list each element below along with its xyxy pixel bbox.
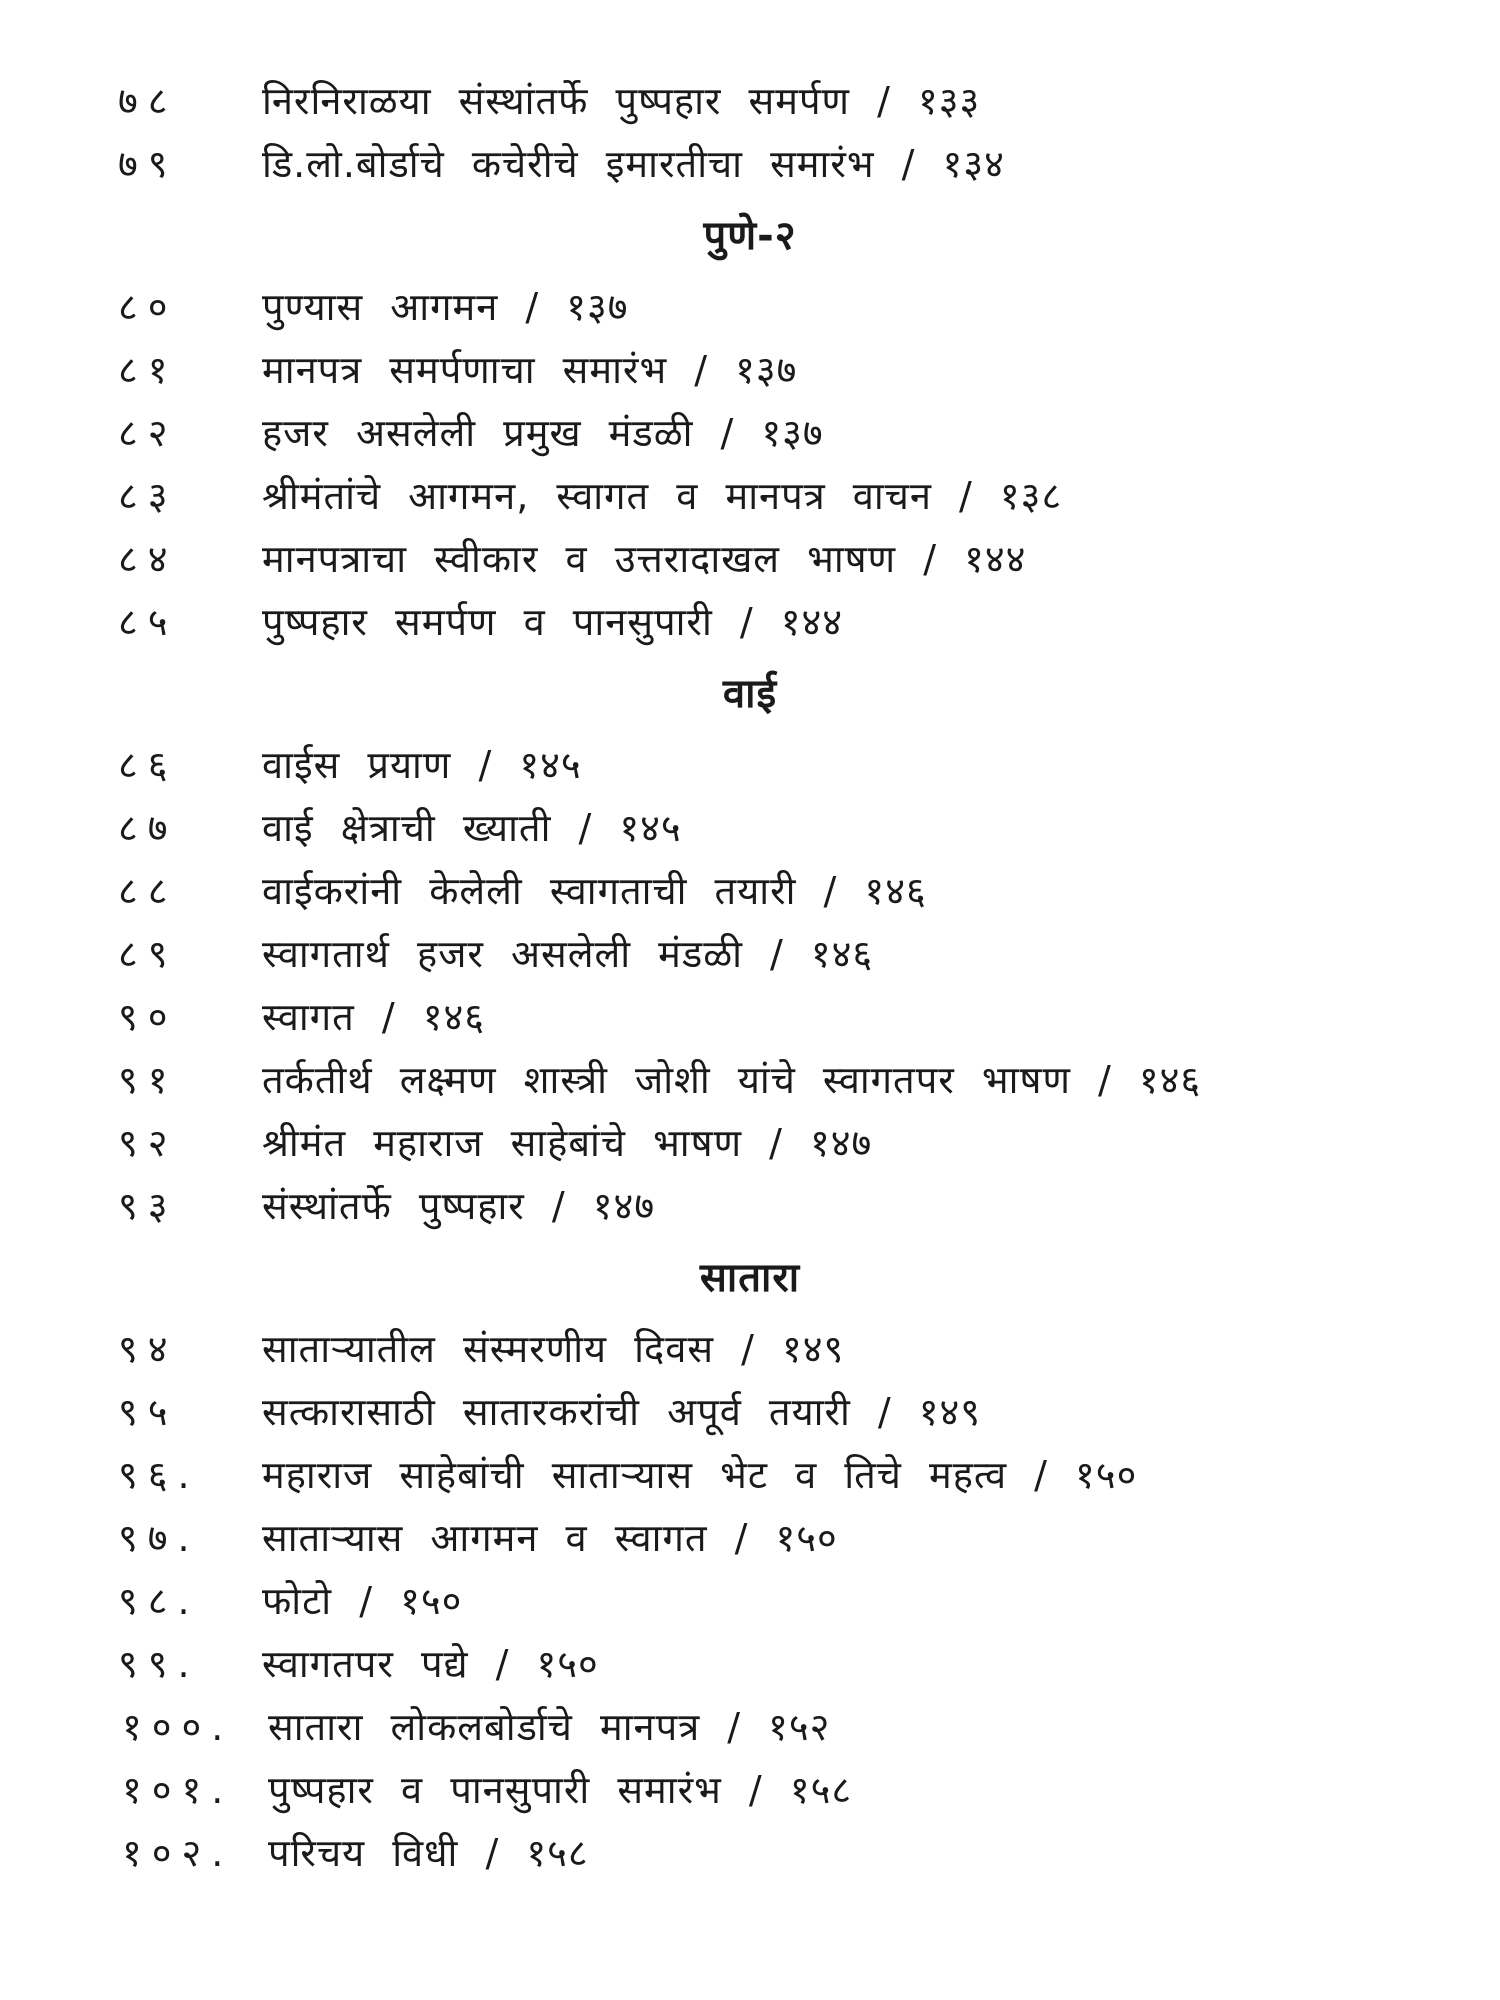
entry-title: सत्कारासाठी सातारकरांची अपूर्व तयारी / १४९ xyxy=(262,1390,982,1434)
toc-entry xyxy=(0,339,1500,402)
toc-entry xyxy=(0,1175,1500,1238)
toc-entry xyxy=(0,1696,1500,1759)
toc-entry xyxy=(0,1570,1500,1633)
table-of-contents xyxy=(0,70,1500,1885)
entry-number: ८६ xyxy=(118,743,178,787)
entry-number: ८९ xyxy=(118,932,178,976)
entry-number: ८३ xyxy=(118,474,178,518)
toc-entry xyxy=(0,734,1500,797)
toc-entry xyxy=(0,797,1500,860)
entry-number: ८४ xyxy=(118,537,178,581)
entry-number: ९६. xyxy=(118,1453,200,1497)
toc-entry xyxy=(0,1112,1500,1175)
toc-entry xyxy=(0,465,1500,528)
entry-title: सातारा लोकलबोर्डाचे मानपत्र / १५२ xyxy=(268,1705,831,1749)
entry-number: ८५ xyxy=(118,600,178,644)
entry-number: ९१ xyxy=(118,1058,178,1102)
entry-title: वाईकरांनी केलेली स्वागताची तयारी / १४६ xyxy=(262,869,927,913)
entry-number: ९५ xyxy=(118,1390,178,1434)
toc-entry xyxy=(0,70,1500,133)
toc-entry xyxy=(0,1444,1500,1507)
entry-number: ८७ xyxy=(118,806,178,850)
toc-entry xyxy=(0,402,1500,465)
entry-title: हजर असलेली प्रमुख मंडळी / १३७ xyxy=(262,411,824,455)
entry-title: स्वागतार्थ हजर असलेली मंडळी / १४६ xyxy=(262,932,874,976)
entry-title: पुष्पहार समर्पण व पानसुपारी / १४४ xyxy=(262,600,844,644)
entry-number: ८० xyxy=(118,285,178,329)
entry-number: ९९. xyxy=(118,1642,200,1686)
entry-number: ८२ xyxy=(118,411,178,455)
section-heading-pune-2: पुणे-२ xyxy=(703,213,797,259)
entry-title: मानपत्राचा स्वीकार व उत्तरादाखल भाषण / १४४ xyxy=(262,537,1027,581)
toc-entry xyxy=(0,1049,1500,1112)
toc-entry xyxy=(0,591,1500,654)
toc-entry xyxy=(0,133,1500,196)
entry-title: निरनिराळया संस्थांतर्फे पुष्पहार समर्पण / १३३ xyxy=(262,79,981,123)
section-heading-wai: वाई xyxy=(722,671,778,717)
entry-number: १०२. xyxy=(122,1831,234,1875)
entry-title: संस्थांतर्फे पुष्पहार / १४७ xyxy=(262,1184,656,1228)
entry-number: ९७. xyxy=(118,1516,200,1560)
entry-title: तर्कतीर्थ लक्ष्मण शास्त्री जोशी यांचे स्वागतपर भाषण / १४६ xyxy=(262,1058,1202,1102)
toc-entry xyxy=(0,1759,1500,1822)
toc-entry xyxy=(0,1507,1500,1570)
entry-title: महाराज साहेबांची साताऱ्यास भेट व तिचे महत्व / १५० xyxy=(262,1453,1138,1497)
entry-title: पुण्यास आगमन / १३७ xyxy=(262,285,629,329)
entry-number: ७९ xyxy=(118,142,178,186)
toc-entry xyxy=(0,1633,1500,1696)
entry-title: पुष्पहार व पानसुपारी समारंभ / १५८ xyxy=(268,1768,853,1812)
entry-title: श्रीमंतांचे आगमन, स्वागत व मानपत्र वाचन / १३८ xyxy=(262,474,1063,518)
toc-entry xyxy=(0,986,1500,1049)
entry-title: परिचय विधी / १५८ xyxy=(268,1831,589,1875)
entry-title: साताऱ्यास आगमन व स्वागत / १५० xyxy=(262,1516,838,1560)
toc-entry xyxy=(0,860,1500,923)
toc-entry xyxy=(0,276,1500,339)
entry-title: साताऱ्यातील संस्मरणीय दिवस / १४९ xyxy=(262,1327,845,1371)
entry-number: ८१ xyxy=(118,348,178,392)
entry-number: ९४ xyxy=(118,1327,178,1371)
entry-title: डि.लो.बोर्डाचे कचेरीचे इमारतीचा समारंभ / १३४ xyxy=(262,142,1005,186)
toc-entry xyxy=(0,528,1500,591)
entry-number: १०१. xyxy=(122,1768,234,1812)
section-heading-satara: सातारा xyxy=(699,1255,801,1301)
toc-entry xyxy=(0,923,1500,986)
entry-title: वाई क्षेत्राची ख्याती / १४५ xyxy=(262,806,682,850)
toc-entry xyxy=(0,1381,1500,1444)
entry-number: ९३ xyxy=(118,1184,178,1228)
entry-title: श्रीमंत महाराज साहेबांचे भाषण / १४७ xyxy=(262,1121,873,1165)
entry-number: ७८ xyxy=(118,79,178,123)
entry-title: वाईस प्रयाण / १४५ xyxy=(262,743,582,787)
entry-title: मानपत्र समर्पणाचा समारंभ / १३७ xyxy=(262,348,798,392)
entry-title: स्वागतपर पद्ये / १५० xyxy=(262,1642,599,1686)
toc-entry xyxy=(0,1318,1500,1381)
entry-number: ९८. xyxy=(118,1579,200,1623)
toc-entry xyxy=(0,1822,1500,1885)
entry-number: ९० xyxy=(118,995,178,1039)
entry-title: फोटो / १५० xyxy=(262,1579,463,1623)
entry-number: ९२ xyxy=(118,1121,178,1165)
entry-number: ८८ xyxy=(118,869,178,913)
entry-title: स्वागत / १४६ xyxy=(262,995,486,1039)
entry-number: १००. xyxy=(122,1705,234,1749)
